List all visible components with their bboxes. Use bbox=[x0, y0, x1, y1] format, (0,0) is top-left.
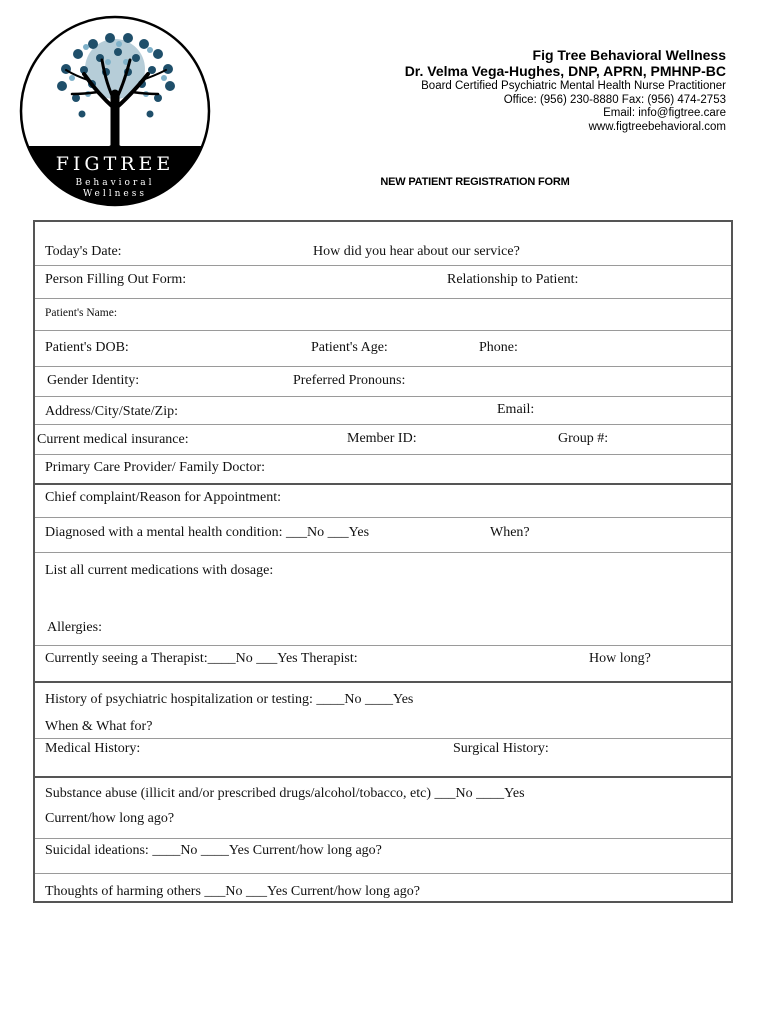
row-diagnosed bbox=[35, 517, 731, 553]
field-diagnosed-when[interactable]: When? bbox=[490, 525, 530, 540]
field-phone[interactable]: Phone: bbox=[479, 340, 518, 355]
field-relationship[interactable]: Relationship to Patient: bbox=[447, 272, 579, 287]
field-gender[interactable]: Gender Identity: bbox=[47, 373, 140, 388]
contact-numbers: Office: (956) 230-8880 Fax: (956) 474-2753 bbox=[503, 93, 726, 106]
row-therapist bbox=[35, 645, 731, 683]
row-medical-history bbox=[35, 738, 731, 778]
doctor-name: Dr. Velma Vega-Hughes, DNP, APRN, PMHNP-BC bbox=[404, 63, 726, 79]
field-medications[interactable]: List all current medications with dosage: bbox=[45, 563, 274, 578]
row-dob bbox=[35, 330, 731, 367]
field-medical-history[interactable]: Medical History: bbox=[45, 741, 141, 756]
field-pcp[interactable]: Primary Care Provider/ Family Doctor: bbox=[45, 460, 266, 475]
row-psych-history bbox=[35, 681, 731, 739]
row-date bbox=[35, 222, 731, 266]
credential: Board Certified Psychiatric Mental Health Nurse Practitioner bbox=[421, 80, 726, 92]
row-address bbox=[35, 396, 731, 425]
field-email[interactable]: Email: bbox=[497, 402, 535, 417]
logo-sub1: Behavioral bbox=[75, 178, 155, 188]
field-chief-complaint[interactable]: Chief complaint/Reason for Appointment: bbox=[45, 490, 282, 505]
field-patient-name[interactable]: Patient's Name: bbox=[45, 307, 118, 319]
registration-form bbox=[33, 220, 733, 903]
contact-email: Email: info@figtree.care bbox=[603, 107, 726, 119]
field-person-filling[interactable]: Person Filling Out Form: bbox=[45, 272, 187, 287]
field-therapist[interactable]: Currently seeing a Therapist:____No ___Yes Therapist: bbox=[45, 651, 358, 666]
row-suicidal bbox=[35, 838, 731, 874]
field-surgical-history[interactable]: Surgical History: bbox=[453, 741, 549, 756]
field-psych-history[interactable]: History of psychiatric hospitalization or testing: ____No ____Yes bbox=[45, 692, 414, 707]
logo-sub2: Wellness bbox=[83, 189, 147, 199]
field-diagnosed[interactable]: Diagnosed with a mental health condition: ___No ___Yes bbox=[45, 525, 370, 540]
field-address[interactable]: Address/City/State/Zip: bbox=[45, 404, 178, 419]
logo-name: FIGTREE bbox=[55, 153, 175, 175]
row-pcp bbox=[35, 454, 731, 485]
row-patient-name bbox=[35, 298, 731, 331]
org-name: Fig Tree Behavioral Wellness bbox=[532, 47, 726, 63]
field-insurance[interactable]: Current medical insurance: bbox=[37, 432, 189, 447]
field-member-id[interactable]: Member ID: bbox=[347, 431, 417, 446]
field-harming[interactable]: Thoughts of harming others ___No ___Yes Current/how long ago? bbox=[45, 884, 420, 899]
field-when-what[interactable]: When & What for? bbox=[45, 719, 153, 734]
website: www.figtreebehavioral.com bbox=[588, 120, 726, 133]
field-suicidal[interactable]: Suicidal ideations: ____No ____Yes Current/how long ago? bbox=[45, 843, 382, 858]
field-how-heard[interactable]: How did you hear about our service? bbox=[313, 244, 520, 259]
field-todays-date[interactable]: Today's Date: bbox=[45, 244, 122, 259]
row-chief-complaint bbox=[35, 483, 731, 518]
field-substance[interactable]: Substance abuse (illicit and/or prescribed drugs/alcohol/tobacco, etc) ___No ____Yes bbox=[45, 786, 525, 801]
row-medications bbox=[35, 552, 731, 646]
row-harming bbox=[35, 873, 731, 903]
field-dob[interactable]: Patient's DOB: bbox=[45, 340, 129, 355]
field-group[interactable]: Group #: bbox=[558, 431, 609, 446]
field-how-long[interactable]: How long? bbox=[589, 651, 651, 666]
row-substance bbox=[35, 776, 731, 839]
field-substance-current[interactable]: Current/how long ago? bbox=[45, 811, 175, 826]
field-pronouns[interactable]: Preferred Pronouns: bbox=[293, 373, 406, 388]
row-insurance bbox=[35, 424, 731, 455]
field-allergies[interactable]: Allergies: bbox=[47, 620, 102, 635]
row-gender bbox=[35, 366, 731, 397]
form-title: NEW PATIENT REGISTRATION FORM bbox=[380, 176, 570, 188]
row-person bbox=[35, 265, 731, 299]
practice-header bbox=[405, 47, 726, 134]
field-age[interactable]: Patient's Age: bbox=[311, 340, 388, 355]
